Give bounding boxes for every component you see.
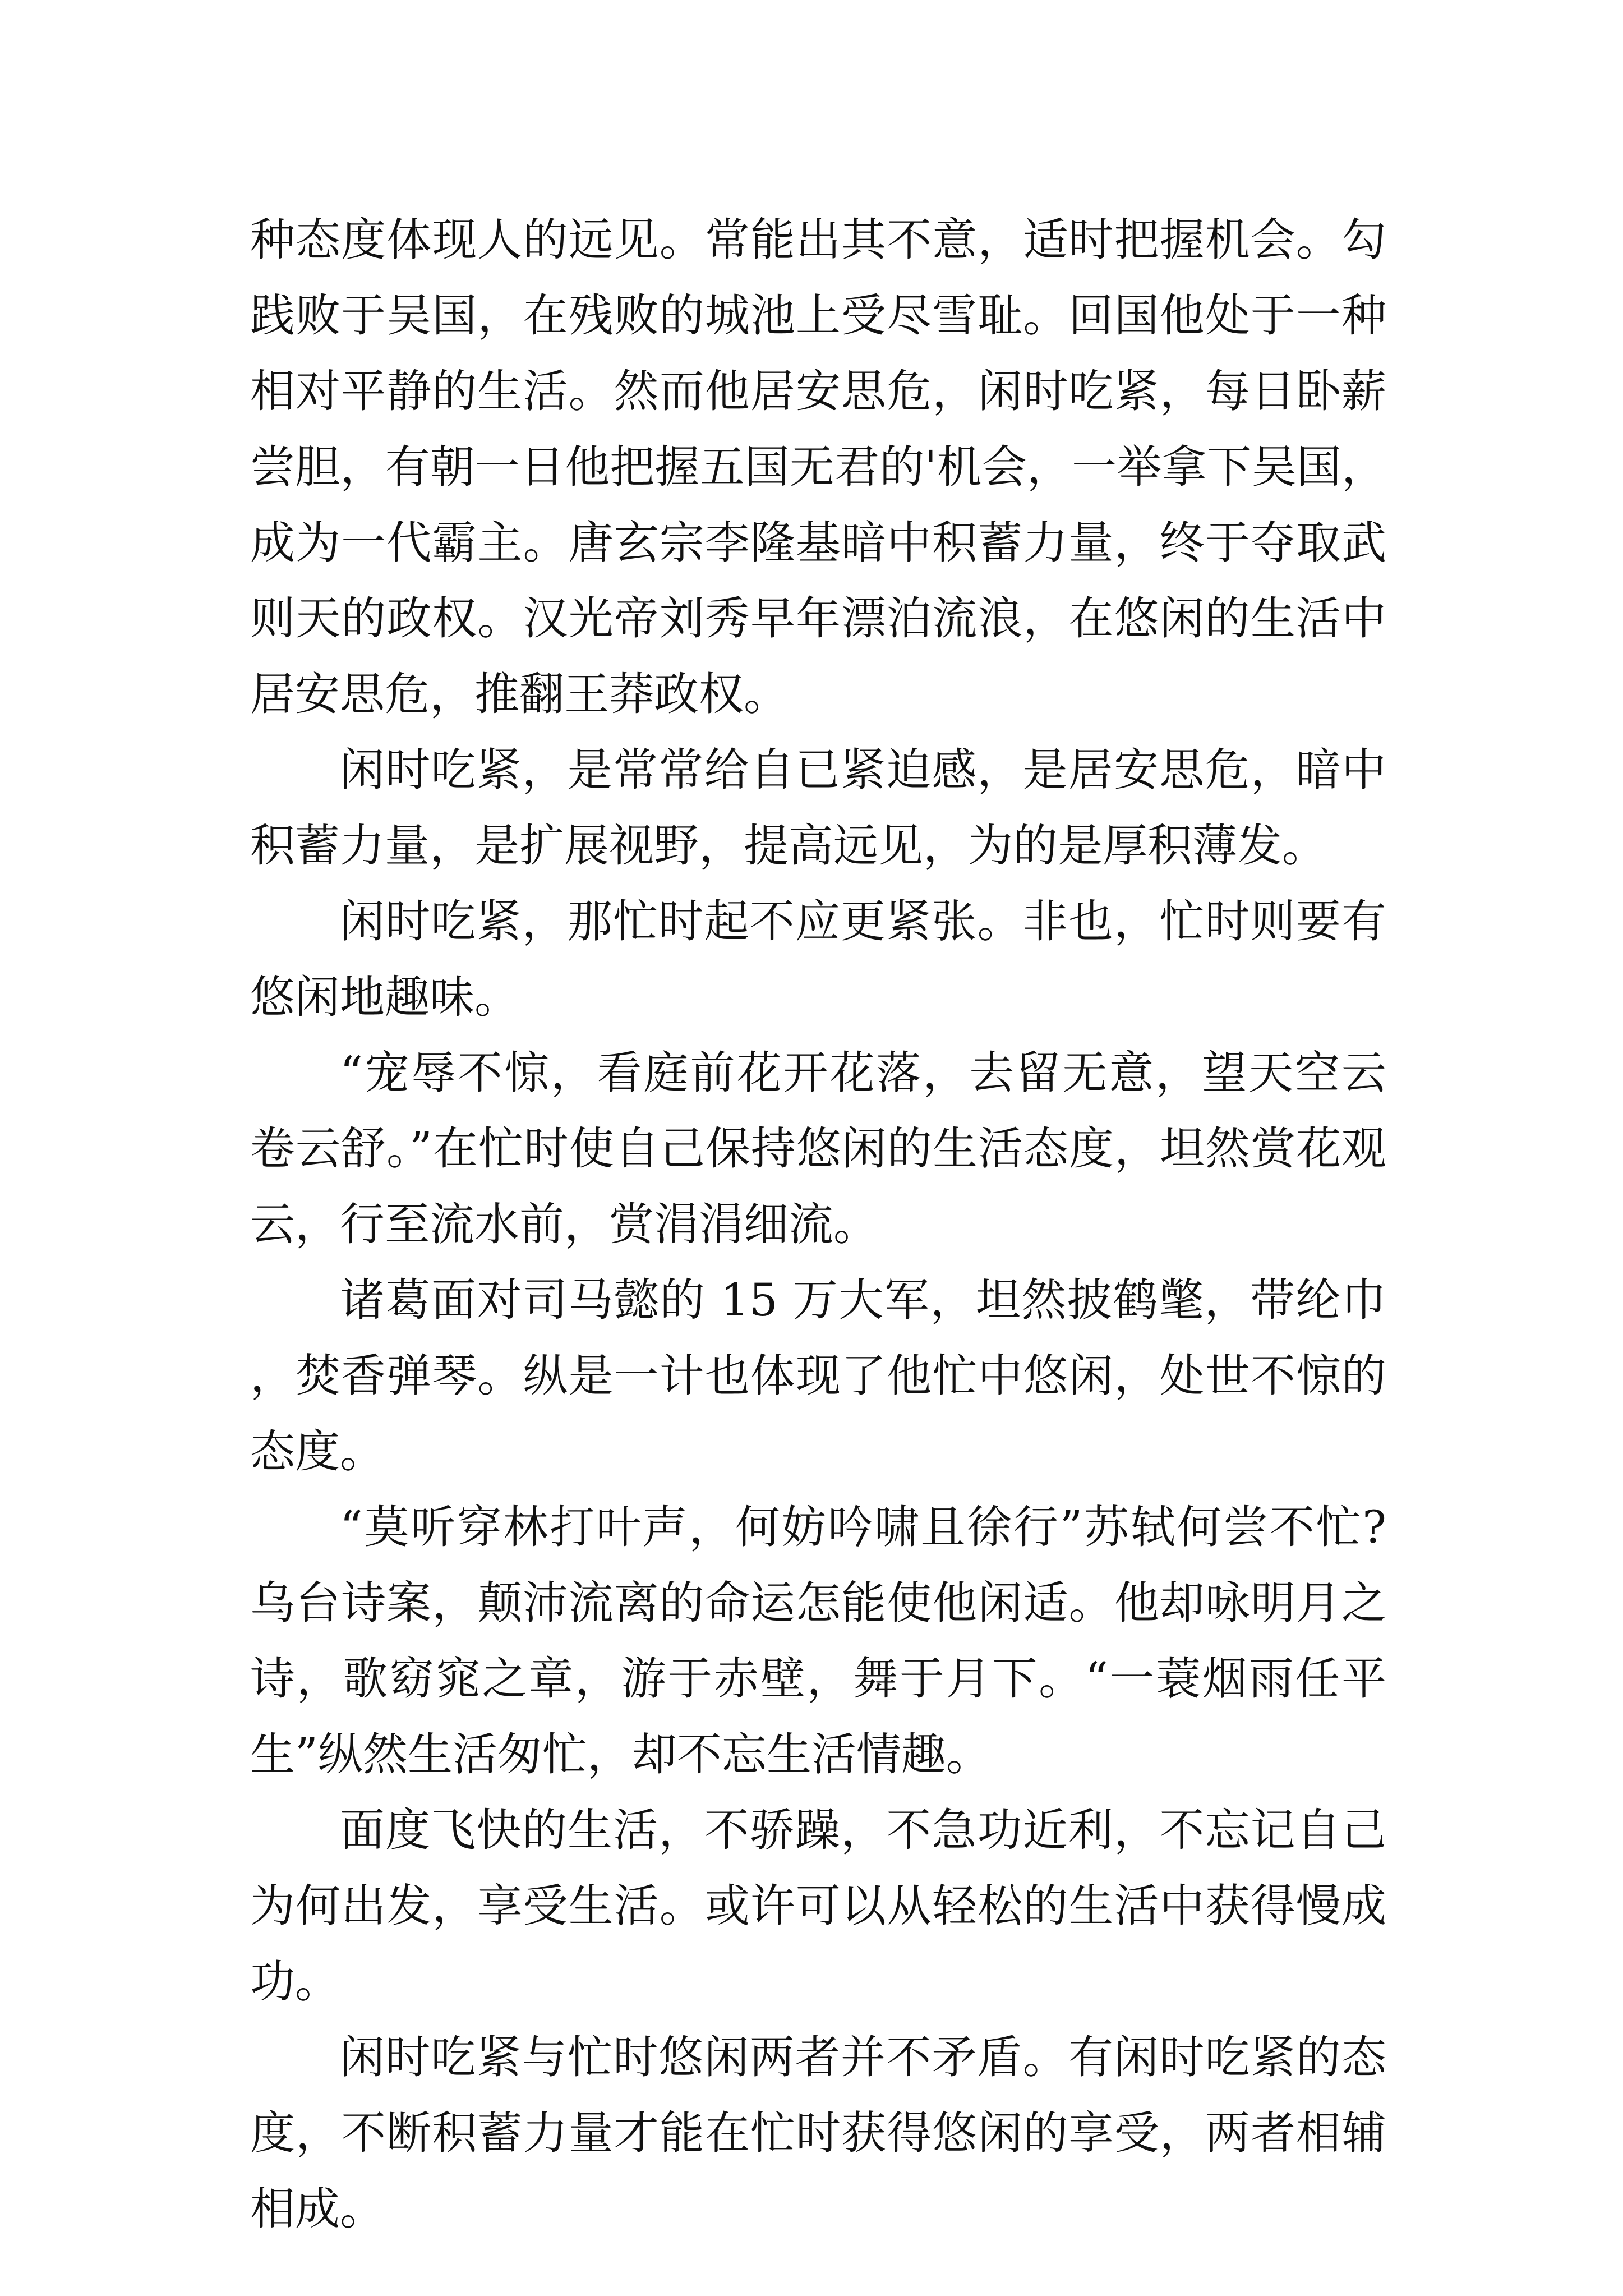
paragraph-8: 闲时吃紧与忙时悠闲两者并不矛盾。有闲时吃紧的态度，不断积蓄力量才能在忙时获得悠闲的享受，两者相辅相成。 bbox=[250, 2031, 1386, 2235]
essay-body bbox=[250, 202, 1386, 2247]
paragraph-5: 诸葛面对司马懿的 15 万大军，坦然披鹤氅，带纶巾，焚香弹琴。纵是一计也体现了他忙中悠闲，处世不惊的态度。 bbox=[250, 1274, 1386, 1478]
paragraph-6: “莫听穿林打叶声，何妨吟啸且徐行”苏轼何尝不忙?乌台诗案，颠沛流离的命运怎能使他闲适。他却咏明月之诗，歌窈窕之章，游于赤壁，舞于月下。“一蓑烟雨任平生”纵然生活匆忙，却不忘生活情趣。 bbox=[250, 1501, 1386, 1780]
paragraph-7: 面度飞快的生活，不骄躁，不急功近利，不忘记自己为何出发，享受生活。或许可以从轻松的生活中获得慢成功。 bbox=[250, 1804, 1386, 2008]
paragraph-2: 闲时吃紧，是常常给自已紧迫感，是居安思危，暗中积蓄力量，是扩展视野，提高远见，为的是厚积薄发。 bbox=[250, 744, 1386, 872]
paragraph-1: 种态度体现人的远见。常能出其不意，适时把握机会。勾践败于吴国，在残败的城池上受尽雪耻。回国他处于一种相对平静的生活。然而他居安思危，闲时吃紧，每日卧薪尝胆，有朝一日他把握五国无君的'机会，一举拿下吴国，成为一代霸主。唐玄宗李隆基暗中积蓄力量，终于夺取武则天的政权。汉光帝刘秀早年漂泊流浪，在悠闲的生活中居安思危，推翻王莽政权。 bbox=[250, 214, 1386, 720]
paragraph-3: 闲时吃紧，那忙时起不应更紧张。非也，忙时则要有悠闲地趣味。 bbox=[250, 895, 1386, 1023]
paragraph-4: “宠辱不惊，看庭前花开花落，去留无意，望天空云卷云舒。”在忙时使自己保持悠闲的生活态度，坦然赏花观云，行至流水前，赏涓涓细流。 bbox=[250, 1047, 1386, 1250]
